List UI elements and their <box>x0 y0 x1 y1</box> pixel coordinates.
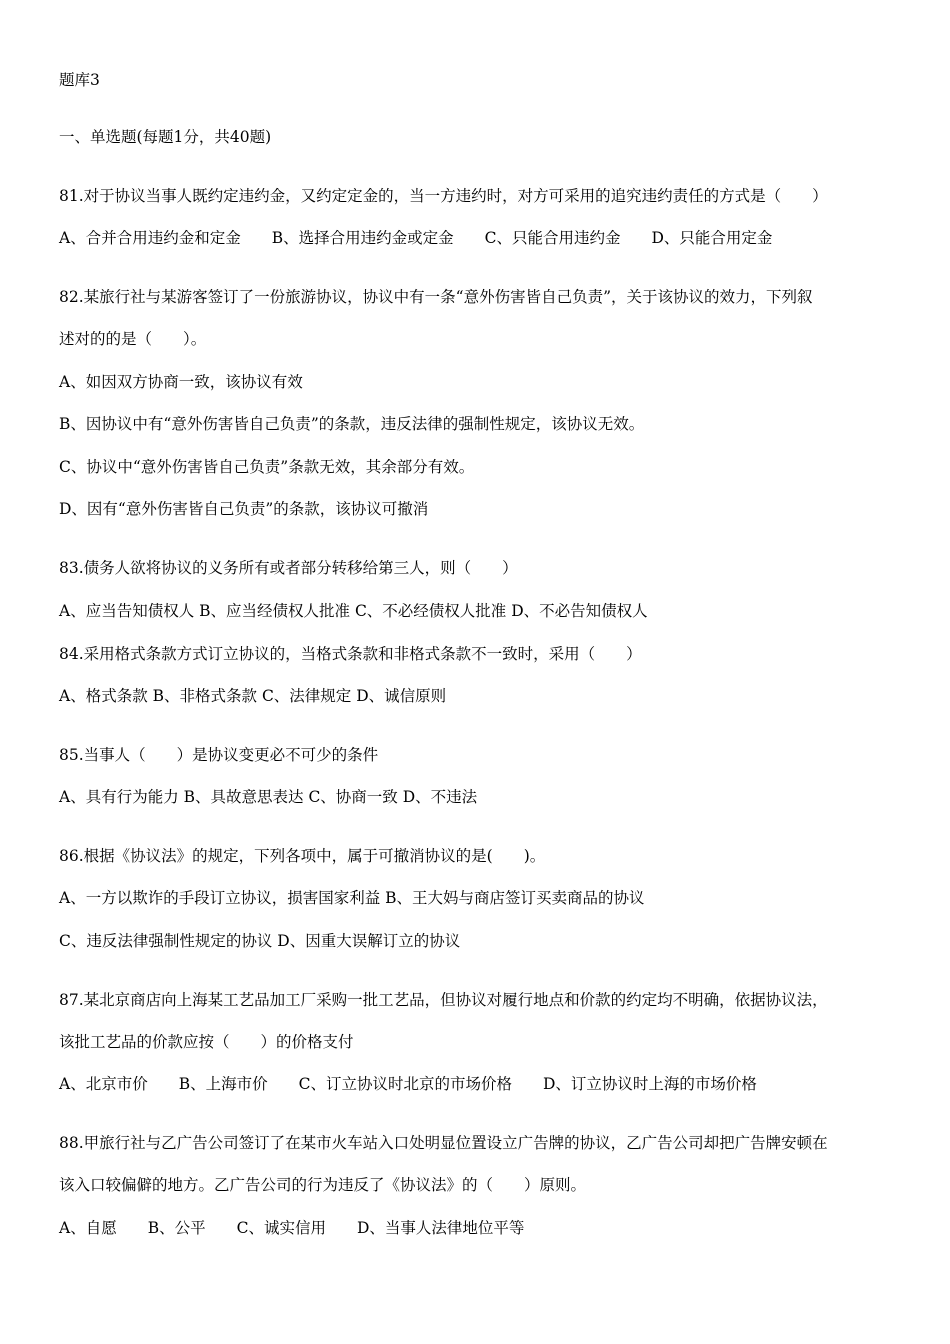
question-85-stem: 85.当事人（ ）是协议变更必不可少的条件 <box>59 746 379 764</box>
question-88-stem-line-2: 该入口较偏僻的地方。乙广告公司的行为违反了《协议法》的（ ）原则。 <box>59 1176 587 1194</box>
question-85-options: A、具有行为能力 B、具故意思表达 C、协商一致 D、不违法 <box>59 788 478 806</box>
question-82-option-b: B、因协议中有“意外伤害皆自己负责”的条款，违反法律的强制性规定，该协议无效。 <box>59 415 645 433</box>
question-83-options: A、应当告知债权人 B、应当经债权人批准 C、不必经债权人批准 D、不必告知债权人 <box>59 602 648 620</box>
question-82-option-c: C、协议中“意外伤害皆自己负责”条款无效，其余部分有效。 <box>59 458 475 476</box>
question-82-option-a: A、如因双方协商一致，该协议有效 <box>59 373 303 391</box>
question-88-options: A、自愿 B、公平 C、诚实信用 D、当事人法律地位平等 <box>59 1219 525 1237</box>
question-82-option-d: D、因有“意外伤害皆自己负责”的条款，该协议可撤消 <box>59 500 429 518</box>
question-82-stem-line-1: 82.某旅行社与某游客签订了一份旅游协议，协议中有一条“意外伤害皆自己负责”，关于该协议的效力，下列叙 <box>59 288 813 306</box>
question-88-stem-line-1: 88.甲旅行社与乙广告公司签订了在某市火车站入口处明显位置设立广告牌的协议，乙广告公司却把广告牌安顿在 <box>59 1134 828 1152</box>
question-83-stem: 83.债务人欲将协议的义务所有或者部分转移给第三人，则（ ） <box>59 559 518 577</box>
question-86-stem: 86.根据《协议法》的规定，下列各项中，属于可撤消协议的是( )。 <box>59 847 546 865</box>
question-86-options-line-1: A、一方以欺诈的手段订立协议，损害国家利益 B、王大妈与商店签订买卖商品的协议 <box>59 889 645 907</box>
section-title: 一、单选题(每题1分，共40题) <box>59 128 272 146</box>
question-87-stem-line-1: 87.某北京商店向上海某工艺品加工厂采购一批工艺品，但协议对履行地点和价款的约定均不明确，依据协议法， <box>59 991 828 1009</box>
question-87-stem-line-2: 该批工艺品的价款应按（ ）的价格支付 <box>59 1033 354 1051</box>
question-82-stem-line-2: 述对的的是（ ）。 <box>59 330 207 348</box>
question-86-options-line-2: C、违反法律强制性规定的协议 D、因重大误解订立的协议 <box>59 932 461 950</box>
question-bank-title: 题库3 <box>59 71 100 89</box>
question-81-options: A、合并合用违约金和定金 B、选择合用违约金或定金 C、只能合用违约金 D、只能合用定金 <box>59 229 773 247</box>
question-84-options: A、格式条款 B、非格式条款 C、法律规定 D、诚信原则 <box>59 687 447 705</box>
question-84-stem: 84.采用格式条款方式订立协议的，当格式条款和非格式条款不一致时，采用（ ） <box>59 645 642 663</box>
question-81-stem: 81.对于协议当事人既约定违约金，又约定定金的，当一方违约时，对方可采用的追究违约责任的方式是（ ） <box>59 187 828 205</box>
question-87-options: A、北京市价 B、上海市价 C、订立协议时北京的市场价格 D、订立协议时上海的市场价格 <box>59 1075 757 1093</box>
